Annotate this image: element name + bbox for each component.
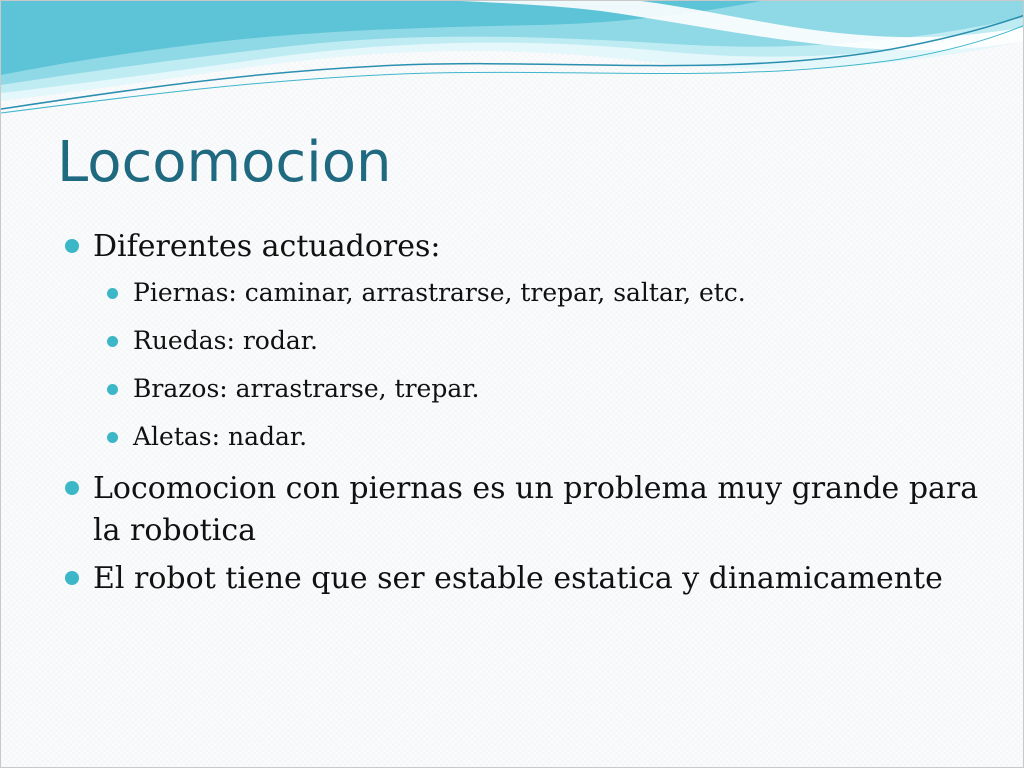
- sub-bullet-item: [105, 420, 993, 454]
- bullet-dot-icon: [107, 288, 118, 299]
- sub-bullet-list: [63, 276, 993, 454]
- bullet-text: El robot tiene que ser estable estatica y dinamicamente: [93, 561, 943, 596]
- sub-bullet-text: Piernas: caminar, arrastrarse, trepar, saltar, etc.: [133, 278, 746, 307]
- slide-title: Locomocion: [57, 130, 392, 195]
- sub-bullet-text: Aletas: nadar.: [133, 422, 308, 451]
- bullet-item: [63, 226, 993, 268]
- bullet-item: [63, 558, 993, 600]
- header-wave-decoration: [1, 1, 1024, 131]
- sub-bullet-text: Brazos: arrastrarse, trepar.: [133, 374, 480, 403]
- bullet-text: Diferentes actuadores:: [93, 229, 441, 264]
- bullet-text: Locomocion con piernas es un problema muy grande para la robotica: [93, 471, 979, 548]
- slide-body: [63, 226, 993, 606]
- bullet-dot-icon: [107, 384, 118, 395]
- bullet-dot-icon: [65, 239, 79, 253]
- bullet-item: [63, 468, 993, 552]
- bullet-dot-icon: [65, 571, 79, 585]
- sub-bullet-item: [105, 276, 993, 310]
- sub-bullet-item: [105, 324, 993, 358]
- bullet-dot-icon: [107, 336, 118, 347]
- bullet-dot-icon: [65, 481, 79, 495]
- sub-bullet-item: [105, 372, 993, 406]
- sub-bullet-text: Ruedas: rodar.: [133, 326, 318, 355]
- bullet-dot-icon: [107, 432, 118, 443]
